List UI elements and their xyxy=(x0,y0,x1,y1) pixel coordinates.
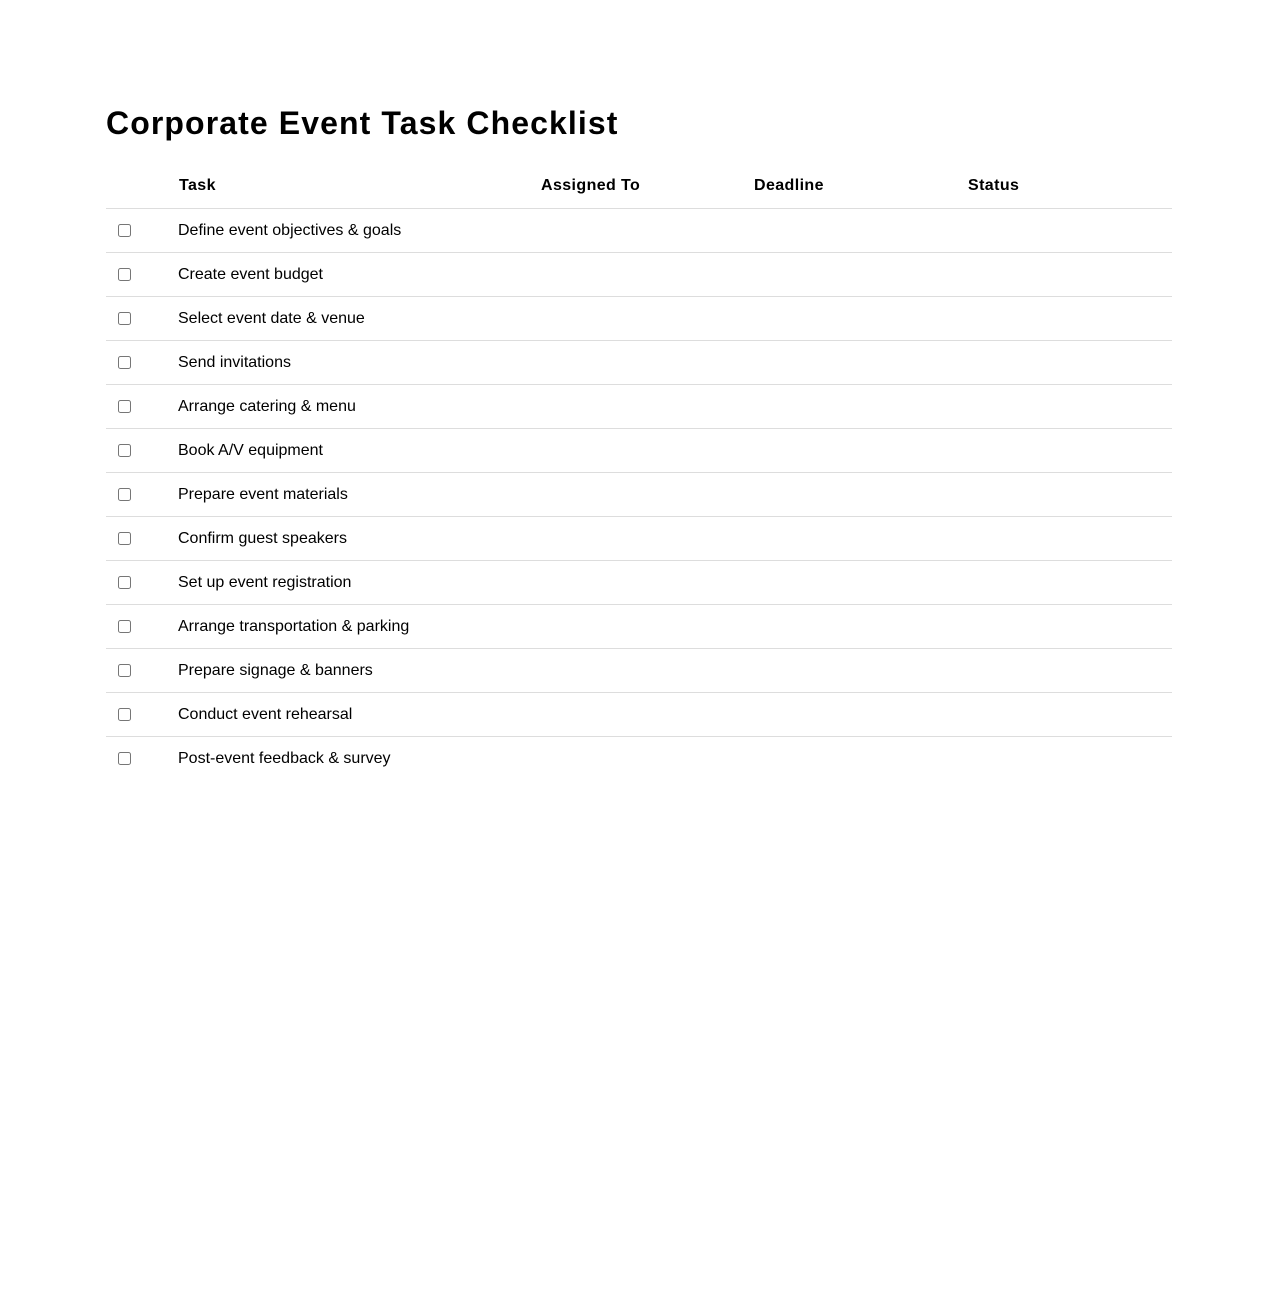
table-body xyxy=(106,209,1172,781)
status-cell[interactable] xyxy=(967,737,1172,781)
task-cell: Define event objectives & goals xyxy=(178,209,540,253)
task-cell: Arrange transportation & parking xyxy=(178,605,540,649)
task-checkbox[interactable] xyxy=(118,224,131,237)
checkbox-cell xyxy=(106,649,178,693)
task-cell: Send invitations xyxy=(178,341,540,385)
assigned-to-cell[interactable] xyxy=(540,605,753,649)
deadline-cell[interactable] xyxy=(753,473,967,517)
column-header-assigned-to: Assigned To xyxy=(540,164,753,209)
status-cell[interactable] xyxy=(967,473,1172,517)
table-row xyxy=(106,385,1172,429)
task-cell: Set up event registration xyxy=(178,561,540,605)
task-cell: Arrange catering & menu xyxy=(178,385,540,429)
task-checkbox[interactable] xyxy=(118,356,131,369)
table-row xyxy=(106,473,1172,517)
task-checkbox[interactable] xyxy=(118,532,131,545)
deadline-cell[interactable] xyxy=(753,209,967,253)
page-title: Corporate Event Task Checklist xyxy=(106,105,619,141)
assigned-to-cell[interactable] xyxy=(540,649,753,693)
status-cell[interactable] xyxy=(967,693,1172,737)
assigned-to-cell[interactable] xyxy=(540,209,753,253)
task-cell: Book A/V equipment xyxy=(178,429,540,473)
checkbox-cell xyxy=(106,473,178,517)
status-cell[interactable] xyxy=(967,517,1172,561)
table-row xyxy=(106,253,1172,297)
deadline-cell[interactable] xyxy=(753,561,967,605)
assigned-to-cell[interactable] xyxy=(540,341,753,385)
table-header-row xyxy=(106,164,1172,209)
table-row xyxy=(106,605,1172,649)
task-checkbox[interactable] xyxy=(118,312,131,325)
assigned-to-cell[interactable] xyxy=(540,561,753,605)
checkbox-cell xyxy=(106,517,178,561)
checkbox-cell xyxy=(106,341,178,385)
table-row xyxy=(106,517,1172,561)
deadline-cell[interactable] xyxy=(753,341,967,385)
task-checkbox[interactable] xyxy=(118,620,131,633)
task-checkbox[interactable] xyxy=(118,400,131,413)
deadline-cell[interactable] xyxy=(753,297,967,341)
assigned-to-cell[interactable] xyxy=(540,297,753,341)
column-header-checkbox xyxy=(106,164,178,209)
deadline-cell[interactable] xyxy=(753,517,967,561)
status-cell[interactable] xyxy=(967,253,1172,297)
status-cell[interactable] xyxy=(967,209,1172,253)
status-cell[interactable] xyxy=(967,561,1172,605)
table-row xyxy=(106,297,1172,341)
status-cell[interactable] xyxy=(967,605,1172,649)
status-cell[interactable] xyxy=(967,385,1172,429)
checkbox-cell xyxy=(106,561,178,605)
assigned-to-cell[interactable] xyxy=(540,517,753,561)
column-header-deadline: Deadline xyxy=(753,164,967,209)
table-header xyxy=(106,164,1172,209)
checkbox-cell xyxy=(106,385,178,429)
task-checkbox[interactable] xyxy=(118,488,131,501)
task-checklist-table xyxy=(106,164,1172,780)
task-cell: Conduct event rehearsal xyxy=(178,693,540,737)
column-header-status: Status xyxy=(967,164,1172,209)
task-cell: Create event budget xyxy=(178,253,540,297)
assigned-to-cell[interactable] xyxy=(540,429,753,473)
table-row xyxy=(106,561,1172,605)
task-checkbox[interactable] xyxy=(118,268,131,281)
checkbox-cell xyxy=(106,209,178,253)
task-checkbox[interactable] xyxy=(118,576,131,589)
task-checkbox[interactable] xyxy=(118,664,131,677)
table-row xyxy=(106,737,1172,781)
status-cell[interactable] xyxy=(967,341,1172,385)
deadline-cell[interactable] xyxy=(753,385,967,429)
deadline-cell[interactable] xyxy=(753,253,967,297)
deadline-cell[interactable] xyxy=(753,605,967,649)
assigned-to-cell[interactable] xyxy=(540,253,753,297)
table-row xyxy=(106,209,1172,253)
checkbox-cell xyxy=(106,429,178,473)
status-cell[interactable] xyxy=(967,649,1172,693)
checkbox-cell xyxy=(106,253,178,297)
task-checkbox[interactable] xyxy=(118,752,131,765)
table-row xyxy=(106,429,1172,473)
assigned-to-cell[interactable] xyxy=(540,737,753,781)
status-cell[interactable] xyxy=(967,429,1172,473)
table-row xyxy=(106,693,1172,737)
checkbox-cell xyxy=(106,693,178,737)
status-cell[interactable] xyxy=(967,297,1172,341)
task-cell: Confirm guest speakers xyxy=(178,517,540,561)
deadline-cell[interactable] xyxy=(753,649,967,693)
deadline-cell[interactable] xyxy=(753,429,967,473)
table-row xyxy=(106,649,1172,693)
column-header-task: Task xyxy=(178,164,540,209)
task-cell: Select event date & venue xyxy=(178,297,540,341)
table-row xyxy=(106,341,1172,385)
task-cell: Post-event feedback & survey xyxy=(178,749,391,767)
checkbox-cell xyxy=(106,737,178,781)
checkbox-cell xyxy=(106,605,178,649)
assigned-to-cell[interactable] xyxy=(540,385,753,429)
assigned-to-cell[interactable] xyxy=(540,473,753,517)
assigned-to-cell[interactable] xyxy=(540,693,753,737)
deadline-cell[interactable] xyxy=(753,693,967,737)
task-checkbox[interactable] xyxy=(118,708,131,721)
task-checkbox[interactable] xyxy=(118,444,131,457)
checkbox-cell xyxy=(106,297,178,341)
task-cell: Prepare event materials xyxy=(178,473,540,517)
task-cell: Prepare signage & banners xyxy=(178,649,540,693)
deadline-cell[interactable] xyxy=(753,737,967,781)
